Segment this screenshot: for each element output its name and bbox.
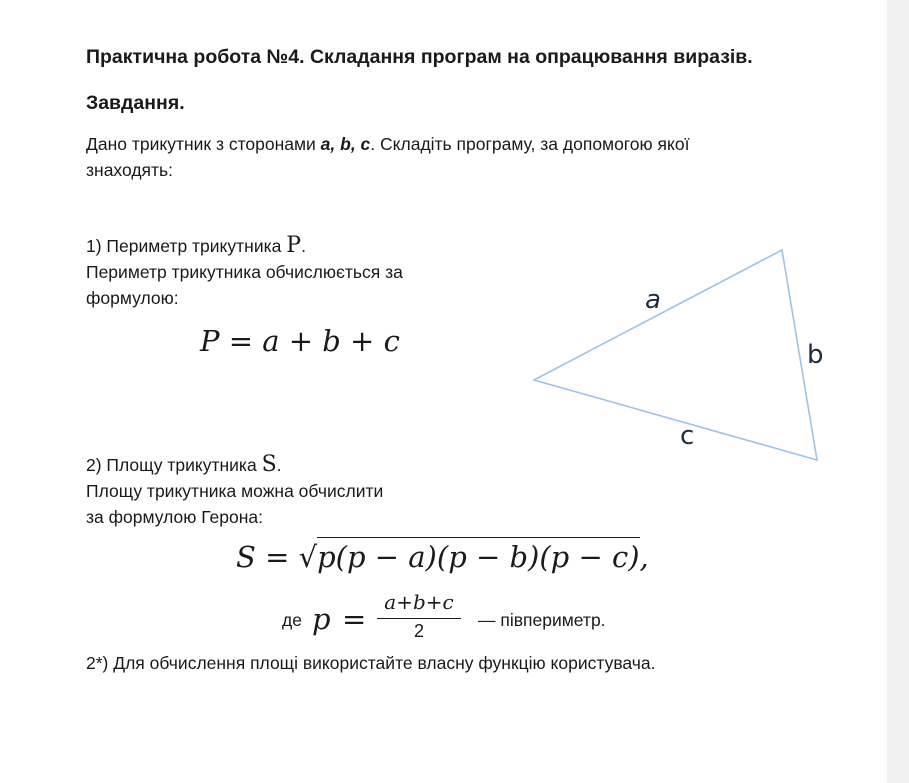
intro-line2: знаходять:	[86, 160, 174, 180]
side-b-label: b	[807, 340, 824, 370]
side-a-label: a	[645, 285, 661, 315]
semiperimeter-fraction	[377, 590, 461, 642]
intro-part2: . Складіть програму, за допомогою якої	[370, 134, 690, 154]
equals-sign: =	[342, 602, 367, 636]
fraction-bar	[377, 618, 461, 619]
page-title: Практична робота №4. Складання програм на опрацювання виразів.	[86, 46, 753, 68]
item1-heading: 1) Периметр трикутника	[86, 236, 287, 256]
item1-dot: .	[301, 236, 306, 256]
intro-paragraph	[86, 131, 689, 183]
p-variable: p	[312, 602, 331, 636]
where-label: де	[282, 610, 302, 630]
intro-sides: a, b, c	[320, 134, 371, 154]
item3-text: 2*) Для обчислення площі використайте власну функцію користувача.	[86, 653, 656, 673]
heron-formula	[236, 540, 649, 574]
page-right-margin	[887, 0, 909, 783]
item1-line3: формулою:	[86, 288, 179, 308]
item1-block	[86, 233, 403, 311]
heron-lhs: S =	[236, 540, 299, 574]
heron-trail: ,	[639, 540, 649, 574]
item2-dot: .	[276, 455, 282, 475]
intro-part1: Дано трикутник з сторонами	[86, 134, 321, 154]
item2-block	[86, 452, 383, 530]
sqrt-icon: √	[298, 540, 318, 574]
heron-radicand: p(p − a)(p − b)(p − c)	[317, 537, 639, 574]
item1-line2: Периметр трикутника обчислюється за	[86, 262, 403, 282]
item2-var: S	[261, 452, 277, 477]
item1-var: P	[286, 233, 302, 258]
fraction-numerator: a+b+c	[384, 590, 454, 614]
triangle-shape	[534, 250, 817, 460]
item2-heading: 2) Площу трикутника	[86, 455, 262, 475]
semiperimeter-label: — півпериметр.	[478, 610, 606, 630]
item2-line2: Площу трикутника можна обчислити	[86, 481, 384, 501]
item2-line3: за формулою Герона:	[86, 507, 263, 527]
fraction-denominator: 2	[413, 621, 424, 641]
triangle-diagram	[520, 240, 830, 470]
task-heading: Завдання.	[86, 92, 185, 114]
perimeter-formula: P = a + b + c	[200, 324, 400, 358]
side-c-label: c	[680, 421, 695, 451]
